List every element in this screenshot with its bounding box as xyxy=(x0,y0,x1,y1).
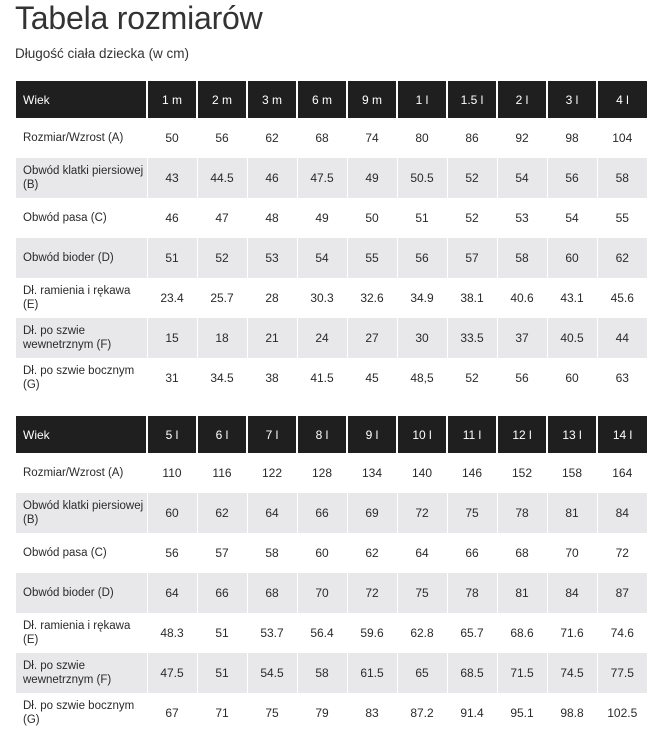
age-column-header: 1.5 l xyxy=(447,81,497,118)
measurement-value: 69 xyxy=(347,493,397,533)
measurement-value: 128 xyxy=(297,453,347,493)
measurement-value: 60 xyxy=(547,358,597,398)
table-row xyxy=(16,573,647,613)
measurement-value: 91.4 xyxy=(447,693,497,733)
measurement-value: 46 xyxy=(147,198,197,238)
measurement-value: 34.5 xyxy=(197,358,247,398)
measurement-value: 23.4 xyxy=(147,278,197,318)
measurement-value: 47.5 xyxy=(147,653,197,693)
measurement-value: 164 xyxy=(612,466,633,480)
measurement-value: 87.2 xyxy=(397,693,447,733)
measurement-value: 98 xyxy=(547,118,597,158)
measurement-value: 66 xyxy=(297,493,347,533)
measurement-value: 48 xyxy=(247,198,297,238)
table-row xyxy=(16,493,647,533)
measurement-value: 78 xyxy=(497,493,547,533)
measurement-value: 75 xyxy=(247,693,297,733)
measurement-value: 72 xyxy=(347,573,397,613)
measurement-value: 38 xyxy=(247,358,297,398)
age-column-header: 3 l xyxy=(547,81,597,118)
measurement-value: 51 xyxy=(397,198,447,238)
measurement-value: 122 xyxy=(247,453,297,493)
age-header-label: Wiek xyxy=(16,81,147,118)
measurement-value: 58 xyxy=(297,653,347,693)
size-table-1 xyxy=(16,81,647,398)
measurement-value: 30 xyxy=(397,318,447,358)
table-row xyxy=(16,358,647,398)
measurement-value: 58 xyxy=(497,238,547,278)
page-subtitle: Długość ciała dziecka (w cm) xyxy=(15,46,190,61)
measurement-value: 65.7 xyxy=(447,613,497,653)
measurement-label: Dł. po szwie bocznym (G) xyxy=(16,358,147,398)
measurement-label: Dł. ramienia i rękawa (E) xyxy=(16,613,147,653)
measurement-value: 54 xyxy=(497,158,547,198)
age-column-header: 1 m xyxy=(147,81,197,118)
measurement-value: 54.5 xyxy=(247,653,297,693)
measurement-value: 134 xyxy=(347,453,397,493)
measurement-value: 74.5 xyxy=(547,653,597,693)
measurement-value: 24 xyxy=(297,318,347,358)
measurement-value: 59.6 xyxy=(347,613,397,653)
measurement-value: 47 xyxy=(197,198,247,238)
measurement-value: 64 xyxy=(247,493,297,533)
measurement-value: 64 xyxy=(397,533,447,573)
size-table-2 xyxy=(16,416,647,733)
measurement-value: 64 xyxy=(147,573,197,613)
measurement-value: 37 xyxy=(497,318,547,358)
measurement-value: 62 xyxy=(347,533,397,573)
measurement-value: 55 xyxy=(347,238,397,278)
age-header-label: Wiek xyxy=(16,416,147,453)
measurement-value: 18 xyxy=(197,318,247,358)
measurement-value: 56 xyxy=(547,158,597,198)
measurement-value: 102.5 xyxy=(607,706,638,720)
measurement-value: 55 xyxy=(615,211,629,225)
measurement-value: 50 xyxy=(347,198,397,238)
measurement-value: 60 xyxy=(547,238,597,278)
measurement-value: 95.1 xyxy=(497,693,547,733)
table-row xyxy=(16,318,647,358)
measurement-value: 68 xyxy=(297,118,347,158)
measurement-value: 74 xyxy=(347,118,397,158)
measurement-value: 62.8 xyxy=(397,613,447,653)
measurement-value: 15 xyxy=(147,318,197,358)
table-row xyxy=(16,533,647,573)
measurement-value: 21 xyxy=(247,318,297,358)
measurement-value: 51 xyxy=(197,653,247,693)
measurement-value: 40.6 xyxy=(497,278,547,318)
measurement-value: 77.5 xyxy=(597,653,647,693)
measurement-value: 51 xyxy=(147,238,197,278)
age-column-header: 5 l xyxy=(147,416,197,453)
measurement-value: 54 xyxy=(547,198,597,238)
measurement-label: Rozmiar/Wzrost (A) xyxy=(16,453,147,493)
measurement-value: 68.5 xyxy=(447,653,497,693)
table-row xyxy=(16,278,647,318)
measurement-value: 52 xyxy=(447,358,497,398)
measurement-label: Obwód pasa (C) xyxy=(16,533,147,573)
measurement-value: 68 xyxy=(497,533,547,573)
measurement-value: 80 xyxy=(397,118,447,158)
measurement-value: 38.1 xyxy=(447,278,497,318)
measurement-value: 31 xyxy=(147,358,197,398)
measurement-value: 27 xyxy=(347,318,397,358)
measurement-value: 53 xyxy=(247,238,297,278)
measurement-value: 60 xyxy=(147,493,197,533)
measurement-value: 56 xyxy=(397,238,447,278)
table-row xyxy=(16,238,647,278)
measurement-value: 44.5 xyxy=(197,158,247,198)
age-column-header: 6 m xyxy=(297,81,347,118)
measurement-value: 87 xyxy=(597,573,647,613)
age-column-header: 8 l xyxy=(297,416,347,453)
measurement-value: 45 xyxy=(347,358,397,398)
page-title: Tabela rozmiarów xyxy=(15,0,263,36)
measurement-value: 68 xyxy=(247,573,297,613)
measurement-label: Dł. po szwie wewnetrznym (F) xyxy=(16,653,147,693)
age-column-header: 6 l xyxy=(197,416,247,453)
measurement-value: 68.6 xyxy=(497,613,547,653)
measurement-value: 25.7 xyxy=(197,278,247,318)
age-column-header: 9 m xyxy=(347,81,397,118)
measurement-value: 62 xyxy=(247,118,297,158)
measurement-value: 56 xyxy=(497,358,547,398)
measurement-value: 46 xyxy=(247,158,297,198)
age-column-header: 14 l xyxy=(597,416,647,453)
measurement-value: 81 xyxy=(497,573,547,613)
measurement-value: 116 xyxy=(197,453,247,493)
measurement-value: 48,5 xyxy=(397,358,447,398)
table-header-row xyxy=(16,81,647,118)
measurement-value: 56.4 xyxy=(297,613,347,653)
measurement-value: 44 xyxy=(597,318,647,358)
measurement-value: 62 xyxy=(597,238,647,278)
measurement-value: 47.5 xyxy=(297,158,347,198)
measurement-value: 104 xyxy=(612,131,633,145)
measurement-value: 81 xyxy=(547,493,597,533)
measurement-value: 83 xyxy=(347,693,397,733)
measurement-value: 75 xyxy=(397,573,447,613)
measurement-value: 50 xyxy=(147,118,197,158)
measurement-value: 65 xyxy=(397,653,447,693)
measurement-value: 43 xyxy=(147,158,197,198)
age-column-header: 12 l xyxy=(497,416,547,453)
age-column-header: 4 l xyxy=(597,81,647,118)
measurement-value: 58 xyxy=(597,158,647,198)
measurement-value: 40.5 xyxy=(547,318,597,358)
measurement-value: 72 xyxy=(397,493,447,533)
measurement-value: 56 xyxy=(147,533,197,573)
age-column-header: 7 l xyxy=(247,416,297,453)
measurement-value: 74.6 xyxy=(610,626,634,640)
measurement-value: 71.5 xyxy=(497,653,547,693)
measurement-value: 30.3 xyxy=(297,278,347,318)
measurement-value: 56 xyxy=(197,118,247,158)
table-row xyxy=(16,453,647,493)
table-row xyxy=(16,198,647,238)
table-row xyxy=(16,118,647,158)
measurement-value: 50.5 xyxy=(397,158,447,198)
age-column-header: 13 l xyxy=(547,416,597,453)
measurement-value: 54 xyxy=(297,238,347,278)
measurement-value: 57 xyxy=(197,533,247,573)
measurement-value: 86 xyxy=(447,118,497,158)
measurement-value: 58 xyxy=(247,533,297,573)
table-row xyxy=(16,693,647,733)
measurement-value: 140 xyxy=(397,453,447,493)
measurement-value: 48.3 xyxy=(147,613,197,653)
measurement-label: Dł. po szwie bocznym (G) xyxy=(16,693,147,733)
measurement-value: 158 xyxy=(547,453,597,493)
age-column-header: 11 l xyxy=(447,416,497,453)
age-column-header: 2 m xyxy=(197,81,247,118)
measurement-value: 52 xyxy=(197,238,247,278)
measurement-value: 28 xyxy=(247,278,297,318)
measurement-value: 146 xyxy=(447,453,497,493)
table-row xyxy=(16,613,647,653)
measurement-value: 66 xyxy=(197,573,247,613)
measurement-value: 41.5 xyxy=(297,358,347,398)
measurement-value: 43.1 xyxy=(547,278,597,318)
measurement-value: 51 xyxy=(197,613,247,653)
measurement-value: 75 xyxy=(447,493,497,533)
measurement-value: 67 xyxy=(147,693,197,733)
table-row xyxy=(16,158,647,198)
measurement-value: 52 xyxy=(447,198,497,238)
measurement-value: 152 xyxy=(497,453,547,493)
measurement-label: Dł. po szwie wewnetrznym (F) xyxy=(16,318,147,358)
measurement-label: Obwód bioder (D) xyxy=(16,238,147,278)
measurement-label: Obwód bioder (D) xyxy=(16,573,147,613)
measurement-label: Rozmiar/Wzrost (A) xyxy=(16,118,147,158)
measurement-label: Obwód pasa (C) xyxy=(16,198,147,238)
measurement-value: 49 xyxy=(347,158,397,198)
measurement-value: 66 xyxy=(447,533,497,573)
measurement-value: 57 xyxy=(447,238,497,278)
measurement-value: 92 xyxy=(497,118,547,158)
measurement-value: 79 xyxy=(297,693,347,733)
measurement-value: 52 xyxy=(447,158,497,198)
measurement-value: 71.6 xyxy=(547,613,597,653)
measurement-value: 49 xyxy=(297,198,347,238)
measurement-label: Obwód klatki piersiowej (B) xyxy=(16,158,147,198)
age-column-header: 1 l xyxy=(397,81,447,118)
measurement-value: 63 xyxy=(615,371,629,385)
measurement-value: 34.9 xyxy=(397,278,447,318)
table-header-row xyxy=(16,416,647,453)
measurement-value: 78 xyxy=(447,573,497,613)
age-column-header: 2 l xyxy=(497,81,547,118)
measurement-value: 84 xyxy=(597,493,647,533)
measurement-value: 84 xyxy=(547,573,597,613)
measurement-value: 110 xyxy=(147,453,197,493)
measurement-value: 33.5 xyxy=(447,318,497,358)
measurement-value: 62 xyxy=(197,493,247,533)
measurement-label: Dł. ramienia i rękawa (E) xyxy=(16,278,147,318)
measurement-value: 45.6 xyxy=(610,291,634,305)
age-column-header: 3 m xyxy=(247,81,297,118)
age-column-header: 10 l xyxy=(397,416,447,453)
measurement-value: 98.8 xyxy=(547,693,597,733)
measurement-value: 70 xyxy=(297,573,347,613)
measurement-value: 32.6 xyxy=(347,278,397,318)
measurement-value: 71 xyxy=(197,693,247,733)
measurement-value: 53.7 xyxy=(247,613,297,653)
measurement-value: 53 xyxy=(497,198,547,238)
measurement-value: 72 xyxy=(615,546,629,560)
measurement-value: 70 xyxy=(547,533,597,573)
table-row xyxy=(16,653,647,693)
measurement-value: 61.5 xyxy=(347,653,397,693)
measurement-value: 60 xyxy=(297,533,347,573)
measurement-label: Obwód klatki piersiowej (B) xyxy=(16,493,147,533)
age-column-header: 9 l xyxy=(347,416,397,453)
